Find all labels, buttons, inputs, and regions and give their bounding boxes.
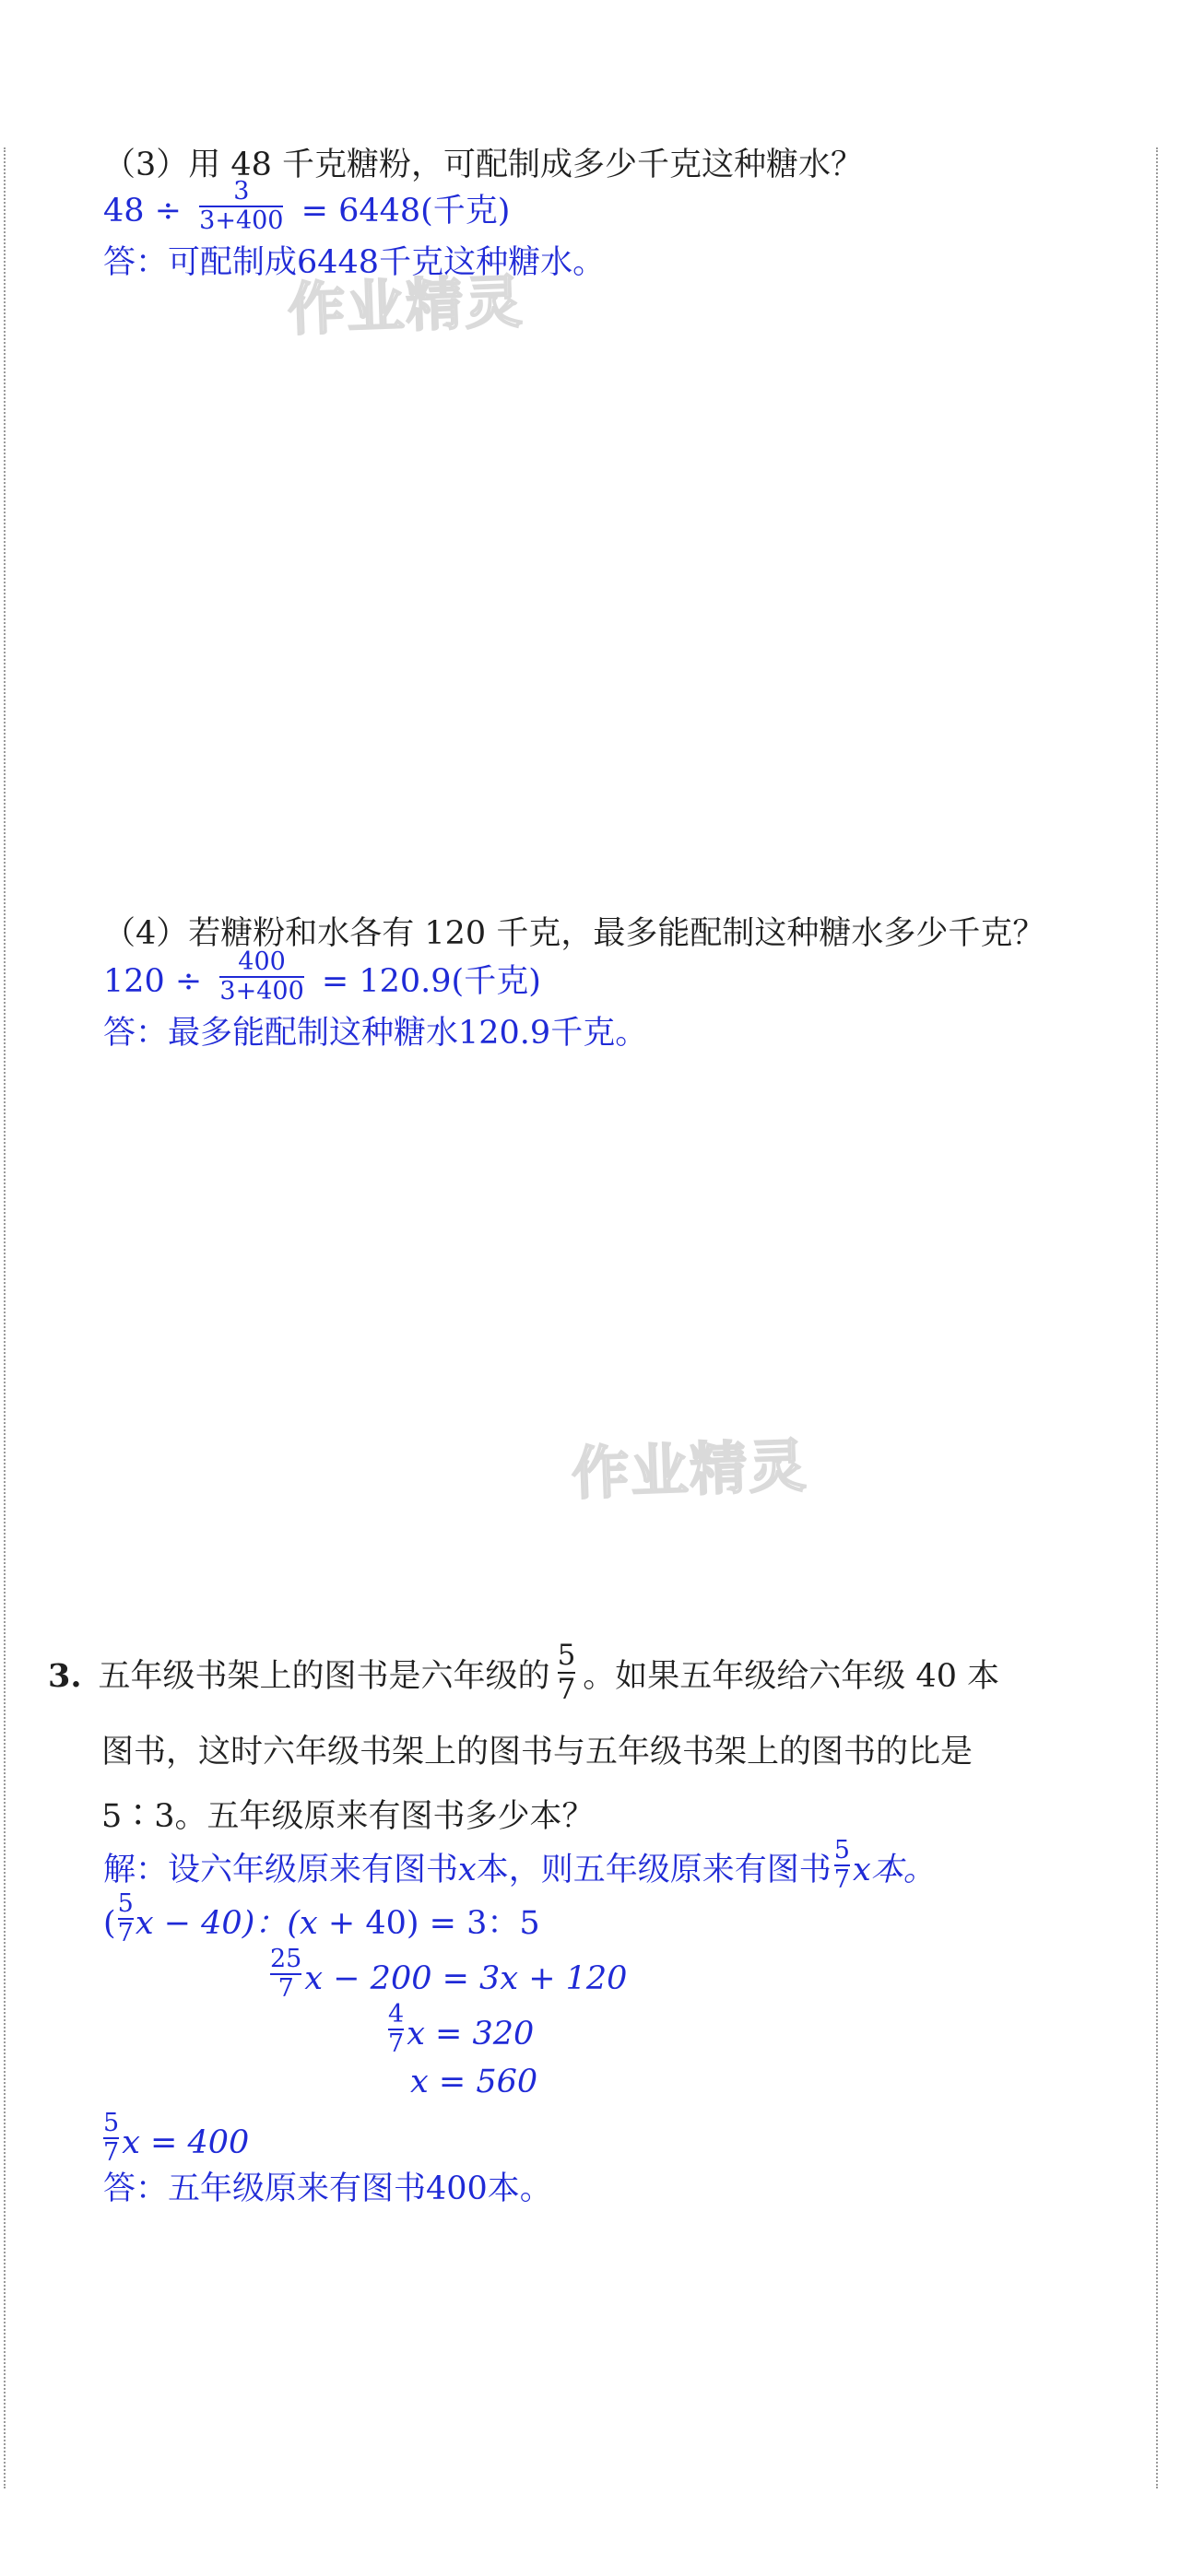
equation-1: [103, 1889, 540, 1953]
right-margin-dotted-line: [1156, 147, 1158, 2488]
part3-question: （3）用 48 千克糖粉，可配制成多少千克这种糖水？: [103, 147, 864, 183]
eq1-frac-den: 7: [117, 1919, 134, 1948]
eq3-rest: x = 320: [407, 2015, 535, 2053]
eq1-b: x: [300, 1904, 318, 1942]
problem3-number: 3.: [48, 1657, 82, 1696]
problem3-fraction: [558, 1641, 576, 1704]
eq2-rest: x − 200 = 3x + 120: [304, 1959, 628, 1997]
eq1-c: + 40) = 3：5: [317, 1904, 540, 1942]
eq5-rest: x = 400: [122, 2123, 250, 2161]
problem3-frac-num: 5: [557, 1639, 576, 1672]
eq2-frac-den: 7: [270, 1973, 301, 2002]
part4-frac-den: 3+400: [219, 977, 304, 1006]
part4-formula-right: = 120.9(千克): [321, 962, 541, 1000]
eq5-fraction: [103, 2111, 119, 2167]
problem3-answer: 答：五年级原来有图书400本。: [103, 2170, 552, 2207]
part4-answer: 答：最多能配制这种糖水120.9千克。: [103, 1015, 648, 1052]
part3-frac-den: 3+400: [199, 206, 284, 236]
part3-formula-left: 48 ÷: [103, 192, 182, 229]
eq5-frac-num: 5: [103, 2109, 120, 2137]
eq1-a: x − 40)：(: [135, 1904, 301, 1942]
part4-formula-left: 120 ÷: [103, 962, 203, 1000]
eq3-fraction: [388, 2002, 404, 2058]
problem3-line3: 5∶3。五年级原来有图书多少本？: [101, 1798, 595, 1835]
eq3-frac-num: 4: [388, 2000, 405, 2029]
equation-4: [410, 2061, 537, 2103]
eq1-frac-num: 5: [117, 1889, 134, 1918]
eq1-open: (: [103, 1904, 116, 1942]
part4-fraction: [219, 949, 303, 1006]
part3-formula-right: = 6448(千克): [301, 192, 511, 229]
problem3-frac-den: 7: [557, 1672, 576, 1706]
solution-var: x: [458, 1851, 477, 1888]
part3-answer: 答：可配制成6448千克这种糖水。: [103, 244, 606, 281]
problem3-line2: 图书，这时六年级书架上的图书与五年级书架上的图书的比是: [101, 1734, 974, 1770]
watermark-top: 作业精灵: [286, 267, 525, 344]
eq5-frac-den: 7: [103, 2138, 120, 2168]
solution-intro-fraction: [834, 1838, 850, 1894]
part3-fraction: [199, 179, 283, 235]
solution-intro-frac-den: 7: [833, 1865, 850, 1895]
solution-intro: [103, 1836, 936, 1900]
problem3-line1-b: 。如果五年级给六年级 40 本: [583, 1658, 1000, 1696]
solution-intro-a: 解：设六年级原来有图书: [103, 1851, 459, 1888]
solution-intro-b: 本，则五年级原来有图书: [476, 1851, 832, 1888]
part4-formula: [103, 947, 541, 1011]
solution-intro-frac-num: 5: [833, 1836, 850, 1864]
solution-intro-c: x本。: [852, 1851, 936, 1888]
eq2-fraction: [270, 1947, 301, 2003]
part3-formula: [103, 177, 511, 241]
problem3-line1: [48, 1639, 1000, 1710]
part4-frac-num: 400: [238, 947, 286, 976]
part3-frac-num: 3: [233, 177, 250, 206]
eq4-text: x = 560: [410, 2064, 538, 2100]
watermark-middle: 作业精灵: [570, 1431, 809, 1508]
part4-question: （4）若糖粉和水各有 120 千克，最多能配制这种糖水多少千克？: [103, 915, 1045, 952]
left-margin-dotted-line: [4, 147, 6, 2488]
equation-2: [267, 1945, 628, 2008]
problem3-line1-a: 五年级书架上的图书是六年级的: [98, 1658, 550, 1696]
equation-5: [103, 2109, 250, 2172]
eq2-frac-num: 25: [270, 1945, 302, 1973]
equation-3: [385, 2000, 535, 2064]
eq1-fraction: [118, 1891, 134, 1947]
eq3-frac-den: 7: [388, 2029, 405, 2059]
